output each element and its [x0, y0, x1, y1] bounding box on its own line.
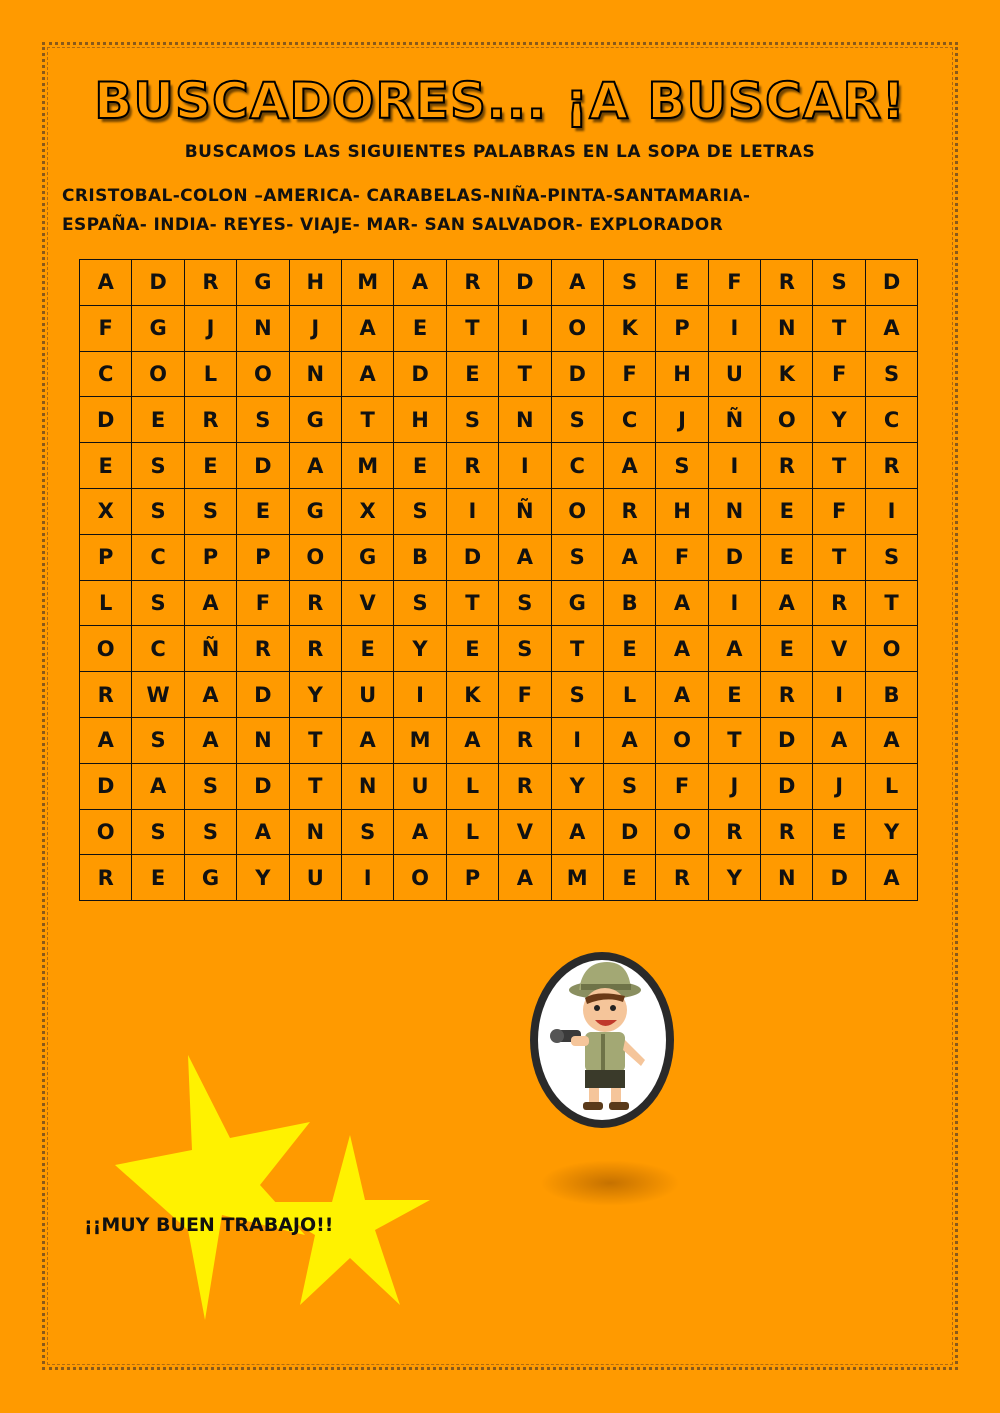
grid-cell: F: [813, 351, 865, 397]
grid-cell: U: [708, 351, 760, 397]
grid-cell: R: [656, 855, 708, 901]
grid-cell: E: [341, 626, 393, 672]
grid-cell: I: [499, 305, 551, 351]
grid-row: [80, 580, 918, 626]
praise-text: ¡¡MUY BUEN TRABAJO!!: [84, 1214, 334, 1236]
grid-cell: Y: [865, 809, 917, 855]
grid-cell: A: [708, 626, 760, 672]
grid-row: [80, 534, 918, 580]
grid-cell: D: [237, 672, 289, 718]
grid-cell: F: [813, 488, 865, 534]
grid-cell: S: [394, 488, 446, 534]
grid-cell: S: [551, 397, 603, 443]
grid-cell: E: [184, 443, 236, 489]
grid-cell: S: [551, 534, 603, 580]
grid-cell: O: [394, 855, 446, 901]
grid-cell: F: [603, 351, 655, 397]
grid-cell: T: [499, 351, 551, 397]
grid-cell: T: [813, 443, 865, 489]
grid-cell: S: [603, 260, 655, 306]
grid-cell: D: [237, 763, 289, 809]
grid-cell: T: [446, 580, 498, 626]
grid-cell: A: [499, 534, 551, 580]
grid-row: [80, 351, 918, 397]
grid-cell: J: [708, 763, 760, 809]
grid-cell: F: [237, 580, 289, 626]
grid-cell: N: [237, 305, 289, 351]
grid-cell: E: [761, 626, 813, 672]
grid-cell: R: [289, 626, 341, 672]
grid-cell: A: [237, 809, 289, 855]
grid-cell: E: [237, 488, 289, 534]
grid-cell: R: [865, 443, 917, 489]
grid-cell: T: [289, 763, 341, 809]
grid-cell: F: [499, 672, 551, 718]
grid-cell: D: [761, 763, 813, 809]
grid-cell: Ñ: [708, 397, 760, 443]
grid-cell: K: [761, 351, 813, 397]
grid-cell: I: [708, 580, 760, 626]
grid-cell: T: [865, 580, 917, 626]
grid-cell: F: [708, 260, 760, 306]
grid-cell: A: [865, 305, 917, 351]
grid-cell: C: [551, 443, 603, 489]
grid-cell: A: [865, 717, 917, 763]
grid-cell: L: [446, 809, 498, 855]
grid-cell: O: [237, 351, 289, 397]
grid-cell: T: [446, 305, 498, 351]
grid-cell: A: [80, 260, 132, 306]
instructions-subtitle: BUSCAMOS LAS SIGUIENTES PALABRAS EN LA SOPA DE LETRAS: [184, 142, 816, 162]
grid-cell: S: [184, 809, 236, 855]
grid-cell: E: [761, 488, 813, 534]
grid-cell: R: [289, 580, 341, 626]
grid-cell: R: [499, 763, 551, 809]
grid-cell: O: [551, 488, 603, 534]
grid-row: [80, 855, 918, 901]
grid-cell: S: [184, 763, 236, 809]
grid-cell: S: [656, 443, 708, 489]
grid-cell: E: [446, 626, 498, 672]
grid-cell: R: [184, 260, 236, 306]
stars-decoration: [110, 1050, 440, 1320]
grid-cell: S: [813, 260, 865, 306]
grid-cell: D: [237, 443, 289, 489]
grid-cell: R: [446, 443, 498, 489]
grid-cell: L: [80, 580, 132, 626]
grid-cell: M: [341, 443, 393, 489]
grid-cell: A: [184, 717, 236, 763]
grid-cell: D: [551, 351, 603, 397]
grid-cell: H: [289, 260, 341, 306]
grid-cell: R: [813, 580, 865, 626]
grid-cell: Y: [237, 855, 289, 901]
grid-cell: P: [446, 855, 498, 901]
grid-cell: A: [394, 260, 446, 306]
grid-cell: S: [132, 809, 184, 855]
grid-row: [80, 672, 918, 718]
grid-cell: J: [289, 305, 341, 351]
grid-cell: I: [708, 443, 760, 489]
grid-cell: N: [499, 397, 551, 443]
grid-cell: D: [603, 809, 655, 855]
star-icon: [115, 1055, 310, 1320]
grid-cell: O: [289, 534, 341, 580]
grid-cell: C: [132, 534, 184, 580]
grid-cell: R: [761, 443, 813, 489]
grid-cell: S: [341, 809, 393, 855]
grid-cell: O: [761, 397, 813, 443]
grid-cell: H: [656, 488, 708, 534]
grid-cell: D: [80, 397, 132, 443]
grid-cell: T: [551, 626, 603, 672]
word-search-grid: [79, 259, 918, 901]
grid-cell: U: [289, 855, 341, 901]
grid-cell: D: [132, 260, 184, 306]
grid-cell: O: [80, 626, 132, 672]
grid-cell: E: [708, 672, 760, 718]
grid-cell: Y: [708, 855, 760, 901]
grid-cell: J: [813, 763, 865, 809]
grid-cell: A: [289, 443, 341, 489]
grid-cell: A: [656, 580, 708, 626]
grid-cell: I: [813, 672, 865, 718]
grid-cell: A: [341, 305, 393, 351]
grid-row: [80, 305, 918, 351]
grid-cell: W: [132, 672, 184, 718]
grid-cell: S: [865, 534, 917, 580]
grid-cell: A: [446, 717, 498, 763]
grid-cell: O: [656, 717, 708, 763]
grid-cell: R: [603, 488, 655, 534]
grid-cell: C: [132, 626, 184, 672]
grid-cell: G: [341, 534, 393, 580]
grid-cell: A: [603, 717, 655, 763]
grid-cell: V: [499, 809, 551, 855]
grid-cell: D: [761, 717, 813, 763]
grid-cell: C: [865, 397, 917, 443]
grid-cell: K: [603, 305, 655, 351]
grid-cell: S: [132, 488, 184, 534]
grid-cell: A: [394, 809, 446, 855]
grid-cell: I: [551, 717, 603, 763]
page-title: BUSCADORES... ¡A BUSCAR!: [94, 72, 906, 130]
grid-cell: A: [761, 580, 813, 626]
grid-cell: R: [80, 855, 132, 901]
grid-cell: R: [237, 626, 289, 672]
grid-cell: E: [80, 443, 132, 489]
grid-cell: E: [603, 855, 655, 901]
grid-cell: I: [394, 672, 446, 718]
grid-row: [80, 626, 918, 672]
grid-cell: A: [551, 809, 603, 855]
grid-cell: U: [394, 763, 446, 809]
grid-cell: N: [289, 351, 341, 397]
grid-cell: A: [341, 717, 393, 763]
grid-cell: H: [656, 351, 708, 397]
grid-cell: A: [551, 260, 603, 306]
grid-cell: P: [80, 534, 132, 580]
grid-cell: A: [656, 626, 708, 672]
grid-row: [80, 488, 918, 534]
grid-cell: R: [761, 672, 813, 718]
shadow-decoration: [540, 1160, 680, 1206]
grid-cell: S: [132, 717, 184, 763]
word-list: [62, 182, 942, 240]
grid-cell: I: [865, 488, 917, 534]
grid-cell: S: [865, 351, 917, 397]
grid-cell: E: [394, 305, 446, 351]
grid-cell: Y: [813, 397, 865, 443]
grid-cell: Y: [394, 626, 446, 672]
grid-cell: V: [341, 580, 393, 626]
grid-cell: B: [865, 672, 917, 718]
grid-row: [80, 397, 918, 443]
grid-cell: P: [656, 305, 708, 351]
grid-cell: E: [813, 809, 865, 855]
grid-cell: F: [656, 763, 708, 809]
grid-cell: R: [446, 260, 498, 306]
grid-cell: R: [80, 672, 132, 718]
grid-row: [80, 443, 918, 489]
grid-cell: R: [708, 809, 760, 855]
grid-cell: F: [656, 534, 708, 580]
grid-cell: R: [499, 717, 551, 763]
grid-cell: A: [184, 672, 236, 718]
explorer-illustration: [527, 950, 677, 1130]
grid-cell: G: [237, 260, 289, 306]
grid-cell: M: [341, 260, 393, 306]
grid-cell: F: [80, 305, 132, 351]
grid-cell: C: [603, 397, 655, 443]
grid-cell: L: [446, 763, 498, 809]
grid-cell: N: [708, 488, 760, 534]
grid-cell: Ñ: [499, 488, 551, 534]
grid-cell: A: [341, 351, 393, 397]
grid-row: [80, 717, 918, 763]
grid-cell: Y: [289, 672, 341, 718]
grid-cell: N: [761, 855, 813, 901]
grid-row: [80, 763, 918, 809]
grid-cell: S: [499, 626, 551, 672]
grid-cell: J: [184, 305, 236, 351]
grid-cell: S: [551, 672, 603, 718]
grid-cell: A: [499, 855, 551, 901]
grid-cell: T: [289, 717, 341, 763]
grid-cell: O: [656, 809, 708, 855]
grid-cell: V: [813, 626, 865, 672]
grid-cell: A: [865, 855, 917, 901]
grid-cell: A: [132, 763, 184, 809]
grid-cell: S: [603, 763, 655, 809]
grid-cell: T: [341, 397, 393, 443]
grid-cell: I: [446, 488, 498, 534]
grid-cell: P: [184, 534, 236, 580]
grid-cell: N: [761, 305, 813, 351]
grid-cell: D: [80, 763, 132, 809]
grid-cell: E: [656, 260, 708, 306]
grid-cell: S: [184, 488, 236, 534]
grid-cell: Ñ: [184, 626, 236, 672]
grid-cell: A: [656, 672, 708, 718]
grid-cell: J: [656, 397, 708, 443]
grid-cell: T: [813, 534, 865, 580]
grid-cell: N: [289, 809, 341, 855]
grid-cell: E: [761, 534, 813, 580]
grid-cell: L: [865, 763, 917, 809]
grid-cell: O: [80, 809, 132, 855]
grid-cell: X: [341, 488, 393, 534]
grid-cell: A: [603, 534, 655, 580]
grid-cell: A: [813, 717, 865, 763]
grid-cell: C: [80, 351, 132, 397]
grid-cell: E: [132, 855, 184, 901]
grid-cell: P: [237, 534, 289, 580]
grid-row: [80, 809, 918, 855]
grid-cell: E: [603, 626, 655, 672]
word-list-line: CRISTOBAL-COLON –AMERICA- CARABELAS-NIÑA-PINTA-SANTAMARIA-: [62, 186, 751, 206]
grid-cell: O: [865, 626, 917, 672]
grid-cell: B: [394, 534, 446, 580]
grid-cell: K: [446, 672, 498, 718]
grid-cell: R: [761, 809, 813, 855]
grid-cell: G: [184, 855, 236, 901]
grid-cell: D: [865, 260, 917, 306]
grid-cell: L: [184, 351, 236, 397]
grid-cell: D: [813, 855, 865, 901]
grid-cell: O: [551, 305, 603, 351]
grid-cell: X: [80, 488, 132, 534]
grid-cell: E: [132, 397, 184, 443]
grid-cell: R: [761, 260, 813, 306]
grid-cell: G: [289, 397, 341, 443]
grid-cell: E: [394, 443, 446, 489]
grid-cell: S: [132, 580, 184, 626]
grid-cell: T: [708, 717, 760, 763]
grid-cell: S: [394, 580, 446, 626]
grid-cell: M: [394, 717, 446, 763]
grid-cell: Y: [551, 763, 603, 809]
grid-cell: L: [603, 672, 655, 718]
grid-cell: M: [551, 855, 603, 901]
grid-cell: E: [446, 351, 498, 397]
grid-cell: U: [341, 672, 393, 718]
grid-cell: I: [341, 855, 393, 901]
grid-cell: O: [132, 351, 184, 397]
grid-cell: S: [132, 443, 184, 489]
grid-cell: A: [80, 717, 132, 763]
grid-cell: B: [603, 580, 655, 626]
grid-cell: D: [394, 351, 446, 397]
grid-cell: S: [499, 580, 551, 626]
word-list-line: ESPAÑA- INDIA- REYES- VIAJE- MAR- SAN SALVADOR- EXPLORADOR: [62, 215, 724, 235]
grid-cell: N: [237, 717, 289, 763]
grid-row: [80, 260, 918, 306]
grid-cell: D: [446, 534, 498, 580]
grid-cell: N: [341, 763, 393, 809]
grid-cell: G: [289, 488, 341, 534]
grid-cell: S: [446, 397, 498, 443]
grid-cell: A: [603, 443, 655, 489]
grid-cell: G: [551, 580, 603, 626]
grid-cell: D: [708, 534, 760, 580]
grid-cell: I: [499, 443, 551, 489]
grid-cell: I: [708, 305, 760, 351]
grid-cell: G: [132, 305, 184, 351]
grid-cell: S: [237, 397, 289, 443]
grid-cell: R: [184, 397, 236, 443]
grid-cell: T: [813, 305, 865, 351]
grid-cell: A: [184, 580, 236, 626]
grid-cell: H: [394, 397, 446, 443]
grid-cell: D: [499, 260, 551, 306]
